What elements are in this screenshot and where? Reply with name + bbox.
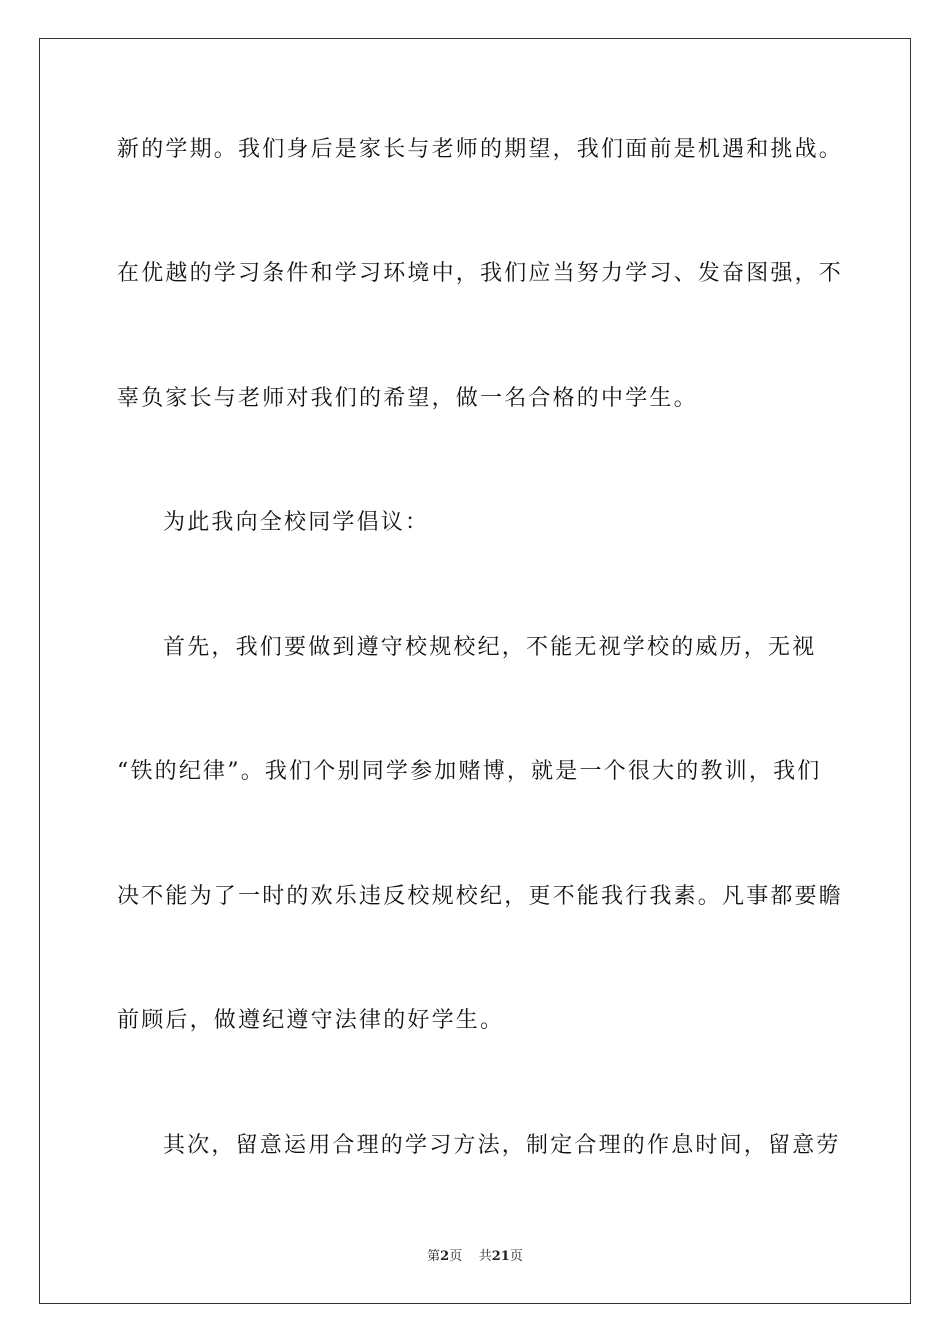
page-number-label bbox=[427, 1249, 462, 1264]
page-suffix: 页 bbox=[449, 1249, 463, 1264]
total-pages-label bbox=[479, 1249, 523, 1264]
paragraph-line: 为此我向全校同学倡议： bbox=[163, 510, 430, 535]
paragraph-line: 决不能为了一时的欢乐违反校规校纪，更不能我行我素。凡事都要瞻 bbox=[117, 884, 844, 909]
total-prefix: 共 bbox=[478, 1249, 492, 1264]
page-number: 2 bbox=[440, 1249, 450, 1264]
paragraph-line: “铁的纪律”。我们个别同学参加赌博，就是一个很大的教训，我们 bbox=[117, 759, 822, 784]
paragraph-line: 新的学期。我们身后是家长与老师的期望，我们面前是机遇和挑战。 bbox=[117, 137, 844, 162]
paragraph-line: 首先，我们要做到遵守校规校纪，不能无视学校的威历，无视 bbox=[163, 635, 817, 660]
page-footer bbox=[0, 1248, 950, 1266]
page-border bbox=[39, 38, 911, 1304]
paragraph-line: 其次，留意运用合理的学习方法，制定合理的作息时间，留意劳 bbox=[163, 1133, 841, 1158]
paragraph-line: 前顾后，做遵纪遵守法律的好学生。 bbox=[117, 1008, 505, 1033]
total-suffix: 页 bbox=[509, 1249, 523, 1264]
paragraph-line: 辜负家长与老师对我们的希望，做一名合格的中学生。 bbox=[117, 386, 698, 411]
paragraph-line: 在优越的学习条件和学习环境中，我们应当努力学习、发奋图强，不 bbox=[117, 261, 844, 286]
total-pages: 21 bbox=[491, 1249, 510, 1264]
page-prefix: 第 bbox=[427, 1249, 441, 1264]
